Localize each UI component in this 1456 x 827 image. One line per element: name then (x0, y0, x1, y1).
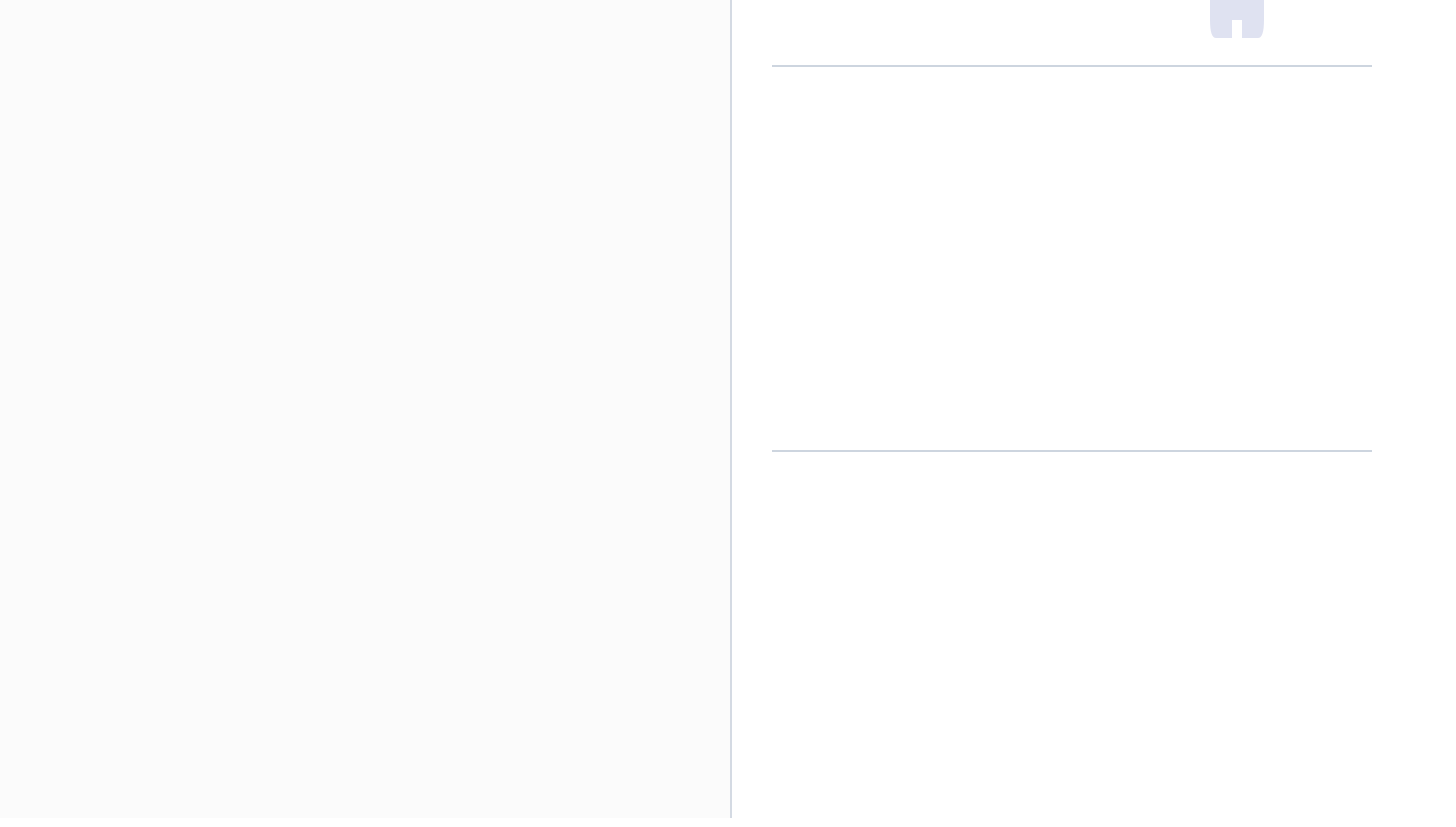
conducted-line (86, 138, 686, 166)
people-strip-top (732, 0, 1456, 50)
results-line (86, 538, 686, 566)
design-item (86, 414, 104, 442)
design-item (86, 378, 104, 406)
conducted-line (86, 54, 686, 82)
conducted-line (86, 278, 686, 306)
design-item (386, 414, 404, 442)
conducted-line (86, 82, 686, 110)
design-item (386, 378, 404, 406)
summary-panel (0, 0, 730, 818)
section-rule (772, 65, 1372, 67)
conducted-paragraph (86, 54, 686, 306)
results-paragraph (86, 510, 686, 594)
serologic-response-chart (732, 518, 1456, 818)
conducted-line (86, 166, 686, 194)
conducted-line (86, 194, 686, 222)
person-silhouette-icon (1210, 0, 1264, 38)
results-line (86, 510, 686, 538)
infographic-panel (732, 0, 1456, 818)
limitation-item (86, 743, 104, 827)
treatment-illustration (732, 100, 1456, 440)
conducted-line (86, 222, 686, 250)
section-rule (772, 450, 1372, 452)
conducted-line (86, 110, 686, 138)
results-line (86, 566, 686, 594)
limitation-item (86, 672, 104, 728)
conducted-line (86, 250, 686, 278)
